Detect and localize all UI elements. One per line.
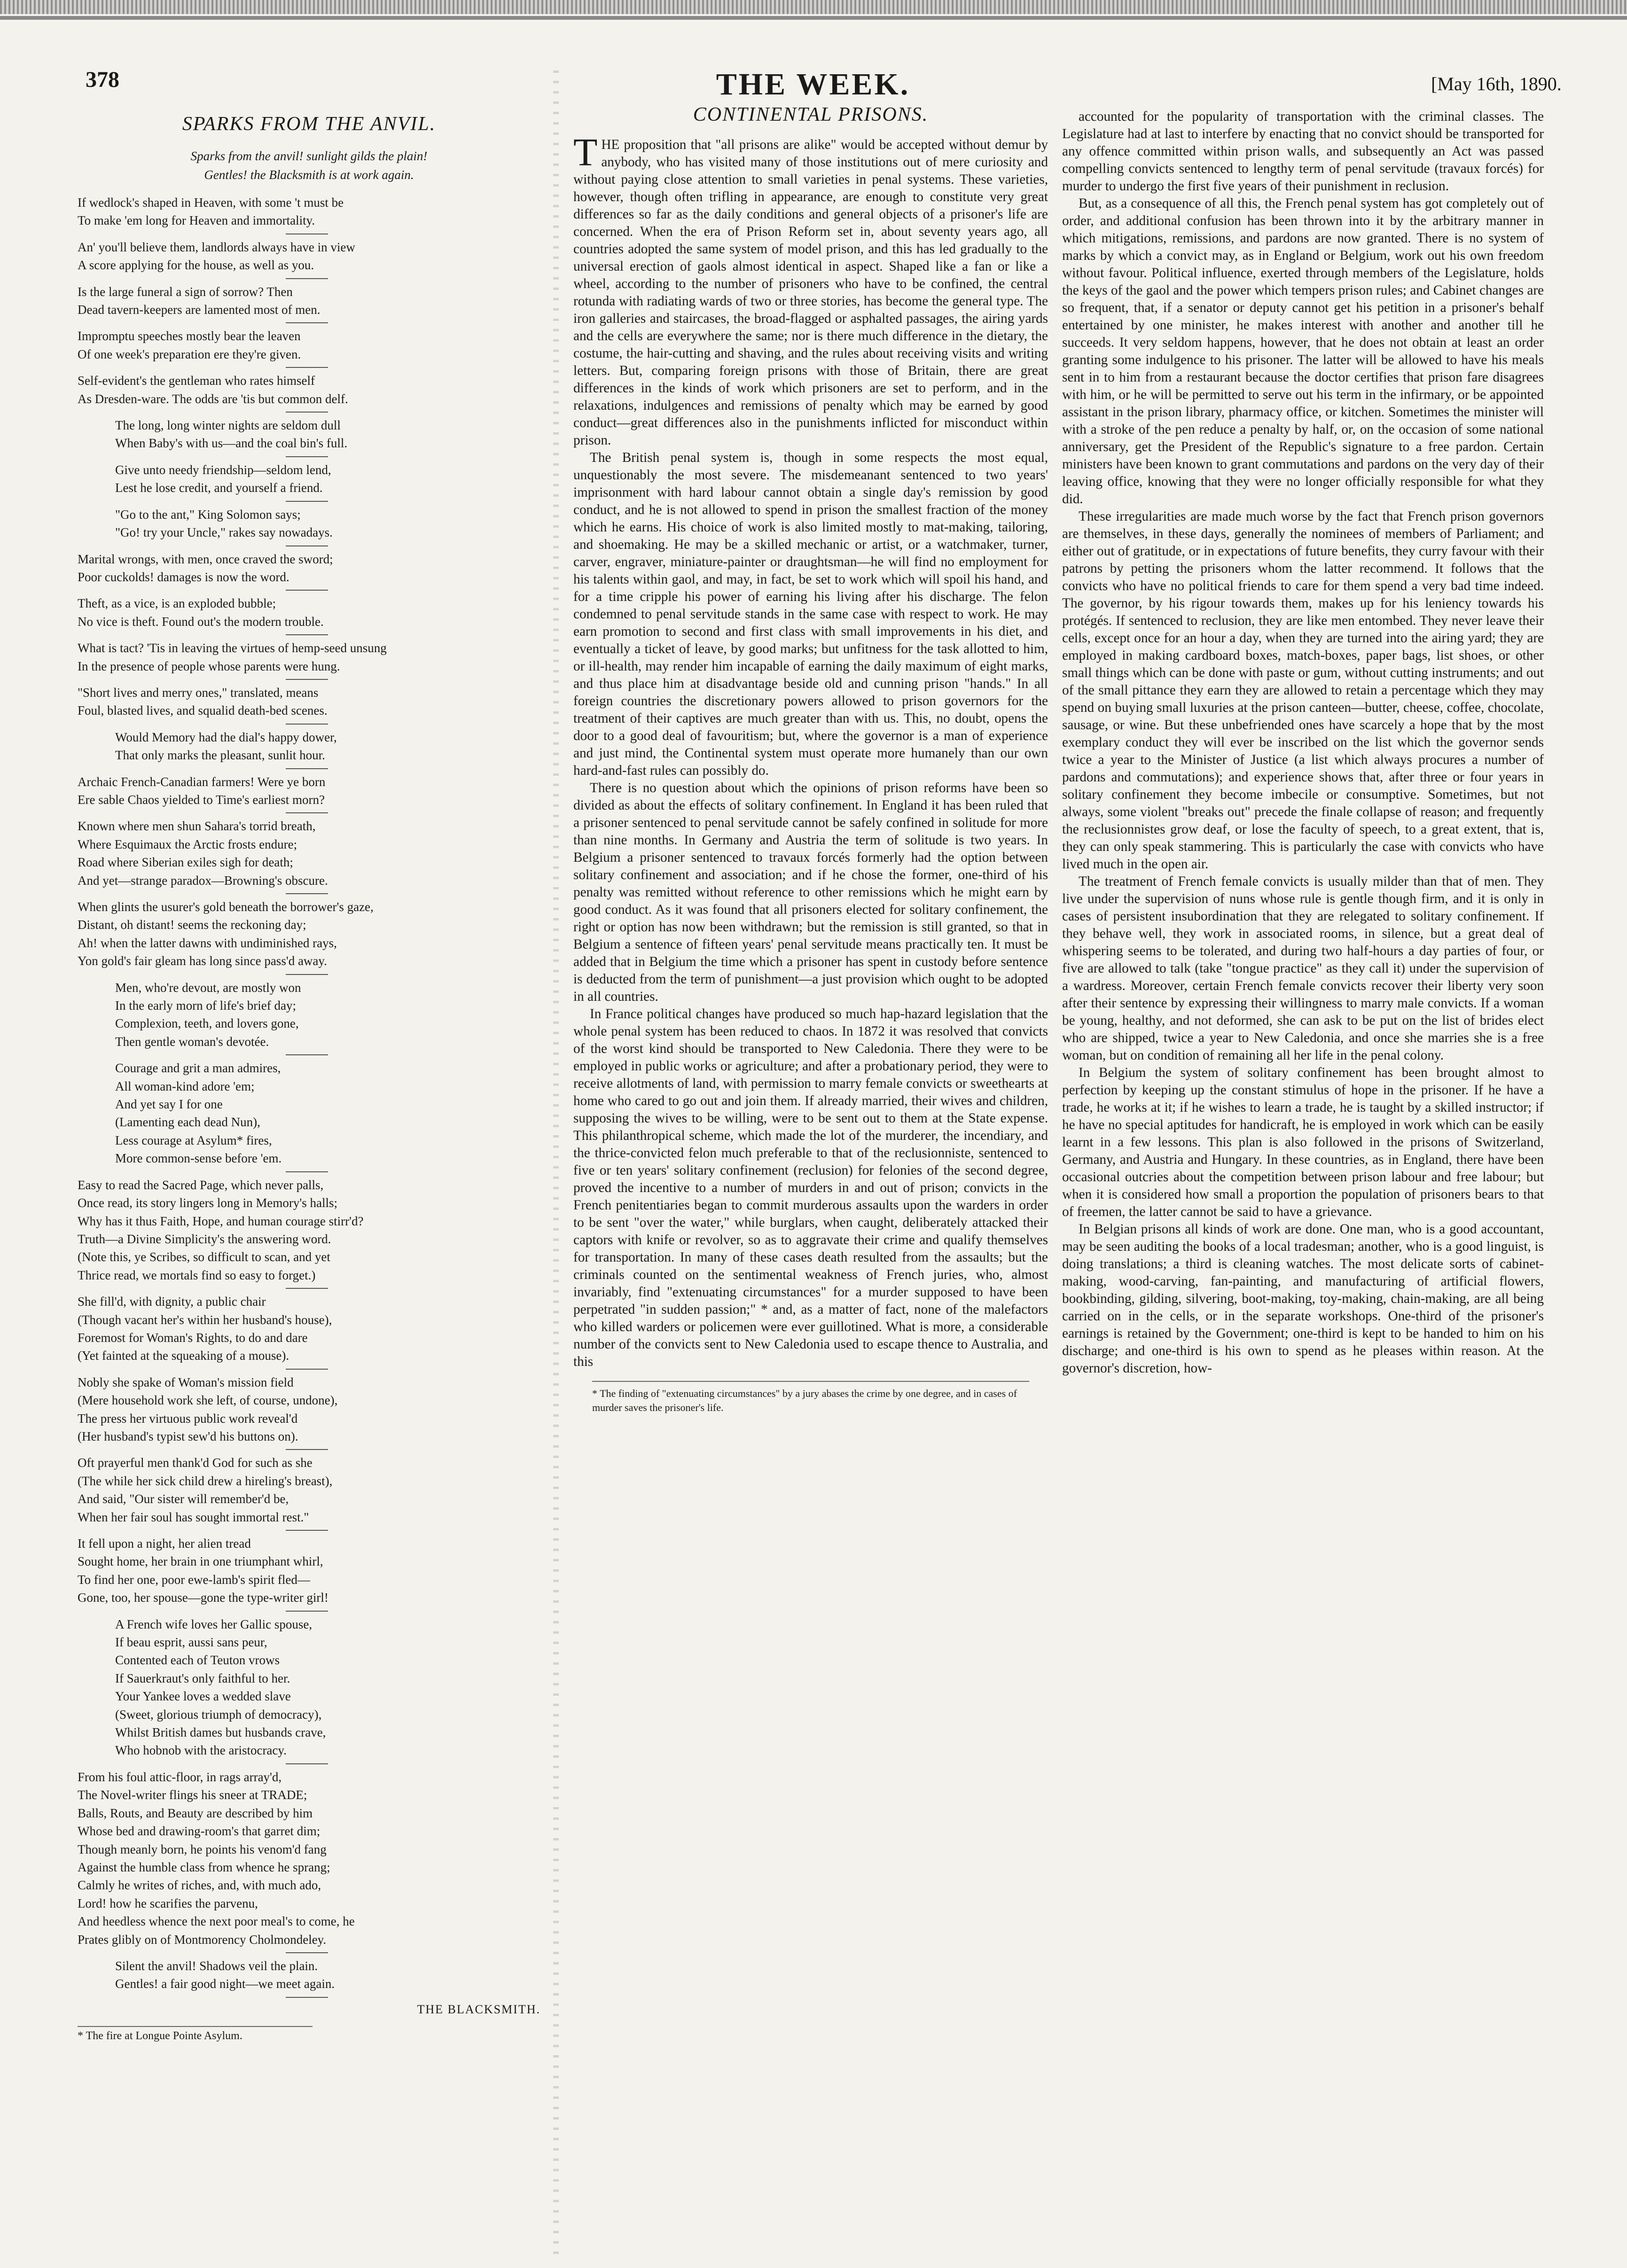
poem-stanza bbox=[78, 728, 540, 769]
article-paragraph: THE proposition that "all prisons are alike" would be accepted without demur by anybody, who has visited many of those institutions out of mere curiosity and without paying close attention to small varieties in penal systems. These varieties, however, though often trifling in appearance, are enough to constitute very great differences so far as the daily conditions and general objects of a prisoner's life are concerned. When the era of Prison Reform set in, about seventy years ago, all countries adopted the same system of model prison, and this has led gradually to the universal erection of gaols almost identical in aspect. Shaped like a fan or like a wheel, according to the number of prisoners who have to be confined, the central rotunda with radiating wards of two or three stories, has become the general type. The iron galleries and staircases, the broad-flagged or asphalted passages, the airing yards and the cells are everywhere the same; nor is there much difference in the dietary, the costume, the hair-cutting and shaving, and the rules about receiving visits and writing letters. But, comparing foreign prisons with those of Britain, there are great differences in the kinds of work which prisoners are set to perform, and in the relaxations, indulgences and remissions of penalty which may be earned by good conduct—great differences also in the punishments inflicted for misconduct within prison. bbox=[573, 131, 1048, 448]
article-paragraph: In Belgium the system of solitary confinement has been brought almost to perfection by keeping up the constant stimulus of hope in the prisoner. If he have a trade, he works at it; if he wishes to learn a trade, he is taught by a skilled instructor; if he have no special aptitudes for handicraft, he is employed in work which can be easily learnt in a few lessons. This plan is also followed in the prisons of Switzerland, Germany, and Austria and Hungary. In these countries, as in England, there have been occasional outcries about the competition between prison labour and free labour; but when it is considered how small a proportion the population of prisoners bears to that of freemen, the latter cannot be said to have a grievance. bbox=[1062, 1065, 1544, 1219]
poem-line: Road where Siberian exiles sigh for death; bbox=[78, 855, 293, 870]
poem-intro bbox=[78, 147, 540, 184]
poem-line: "Short lives and merry ones," translated, means bbox=[78, 685, 319, 700]
article-paragraph: But, as a consequence of all this, the French penal system has got completely out of order, and additional confusion has been thrown into it by the arbitrary manner in which mitigations, remissions, and pardons are now granted. There is no system of marks by which a convict may, as in England or Belgium, work out his own freedom without favour. Political influence, exerted through members of the Legislature, holds the keys of the gaol and the power which tempers prison rules; and Cabinet changes are so frequent, that, if a senator or deputy cannot get his petition in a prisoner's behalf entertained by one minister, he makes interest with another and another till he succeeds. It very seldom happens, however, that he does not obtain at least an order granting some indulgence to his prisoner. The latter will be allowed to have his meals sent in to him from a restaurant because the doctor certifies that prison fare disagrees with him, or he will be permitted to serve out his term in the infirmary, or be appointed assistant in the prison library, pharmacy office, or kitchen. Sometimes the minister will with a stroke of the pen reduce a penalty by half, or, on the occasion of some national anniversary, get the President of the Republic's signature to a free pardon. Certain ministers have been known to grant commutations and pardons on the very day of their leaving office, knowing that they were no longer officially responsible for what they did. bbox=[1062, 196, 1544, 507]
article-paragraph: In Belgian prisons all kinds of work are done. One man, who is a good accountant, may be seen auditing the books of a local tradesman; another, who is a good linguist, is doing translations; a third is cleaning watches. The most delicate sorts of cabinet-making, wood-carving, fan-painting, and manufacturing of artificial flowers, bookbinding, gilding, silvering, boot-making, toy-making, chain-making, are all being carried on in the cells, or in the separate workshops. One-third of the prisoner's earnings is retained by the Government; one-third is kept to be handed to him on his discharge; and one-third is his own to spend as he pleases within reason. At the governor's discretion, how- bbox=[1062, 1222, 1544, 1376]
poem-stanza bbox=[78, 550, 540, 591]
poem-line: Less courage at Asylum* fires, bbox=[115, 1133, 272, 1147]
poem-column bbox=[78, 113, 540, 2255]
poem-line: All woman-kind adore 'em; bbox=[115, 1079, 255, 1093]
poem-stanza bbox=[78, 1535, 540, 1612]
issue-date: [May 16th, 1890. bbox=[1431, 73, 1562, 94]
poem-line: Where Esquimaux the Arctic frosts endure; bbox=[78, 837, 297, 851]
poem-line: When Baby's with us—and the coal bin's full. bbox=[115, 436, 348, 451]
poem-line: More common-sense before 'em. bbox=[115, 1151, 282, 1166]
poem-stanza bbox=[78, 416, 540, 457]
poem-line: "Go to the ant," King Solomon says; bbox=[115, 507, 301, 522]
poem-line: "Go! try your Uncle," rakes say nowadays. bbox=[115, 525, 333, 540]
poem-line: The long, long winter nights are seldom dull bbox=[115, 418, 341, 433]
poem-stanza bbox=[78, 1293, 540, 1370]
poem-line: Marital wrongs, with men, once craved the sword; bbox=[78, 552, 333, 566]
poem-line: The Novel-writer flings his sneer at TRADE; bbox=[78, 1788, 307, 1802]
poem-line: (Her husband's typist sew'd his buttons on). bbox=[78, 1429, 298, 1443]
poem-stanza bbox=[78, 506, 540, 546]
poem-line: From his foul attic-floor, in rags array'd, bbox=[78, 1769, 282, 1784]
poem-line: No vice is theft. Found out's the modern trouble. bbox=[78, 614, 324, 629]
poem-line: (Yet fainted at the squeaking of a mouse). bbox=[78, 1348, 289, 1363]
article-column-1-body bbox=[573, 131, 1048, 1371]
poem-line: (The while her sick child drew a hireling's breast), bbox=[78, 1473, 333, 1488]
poem-line: Archaic French-Canadian farmers! Were ye born bbox=[78, 774, 326, 789]
poem-line: (Though vacant her's within her husband's house), bbox=[78, 1312, 332, 1327]
poem-line: A French wife loves her Gallic spouse, bbox=[115, 1617, 313, 1631]
drop-cap: T bbox=[573, 131, 598, 174]
article-paragraph: The treatment of French female convicts is usually milder than that of men. They live under the supervision of nuns whose rule is gentle though firm, and it is only in cases of persistent insubordination that they are relegated to solitary confinement. If they behave well, they work in associated rooms, in silence, but a great deal of whispering seems to be tolerated, and during two half-hours a day parties of four, or five are allowed to talk (take "tongue practice" as they call it) under the supervision of a wardress. Moreover, certain French female convicts recover their liberty very soon after their sentence by expressing their willingness to marry male convicts. If a woman be young, healthy, and not deformed, she can ask to be put on the list of brides elect who are shipped, twice a year to New Caledonia, and once she marries she is a free woman, but on condition of remaining all her life in the penal colony. bbox=[1062, 874, 1544, 1063]
poem-line: When glints the usurer's gold beneath the borrower's gaze, bbox=[78, 900, 374, 914]
poem-line: Gentles! a fair good night—we meet again. bbox=[115, 1977, 335, 1991]
poem-line: Calmly he writes of riches, and, with much ado, bbox=[78, 1878, 321, 1893]
article-paragraph: The British penal system is, though in some respects the most equal, unquestionably the most severe. The misdemeanant sentenced to two years' imprisonment with hard labour cannot obtain a single day's remission by good conduct, and he is not allowed to spend in prison the smallest fraction of the money which he earns. His choice of work is also limited mostly to mat-making, tailoring, and shoemaking. He may be a skilled mechanic or artist, or a watchmaker, turner, carver, engraver, miniature-painter or draughtsman—he will find no employment for his talents within gaol, and may, in fact, be set to work which will spoil his hand, and for a time cripple his power of earning his living after his discharge. The felon condemned to penal servitude stands in the same case with respect to work. He may earn promotion to second and first class with small improvements in his diet, and eventually a ticket of leave, by good marks; but unfitness for the task allotted to him, or ill-health, may render him incapable of earning the daily maximum of eight marks, and thus place him at disadvantage beside old and cunning prison "hands." In all foreign countries the discretionary powers allowed to prison governors for the treatment of their captives are much greater than with us. This, no doubt, opens the door to a good deal of favouritism; but, where the governor is a man of experience and just mind, the Continental system must operate more humanely than our own hard-and-fast rules can possibly do. bbox=[573, 450, 1048, 778]
masthead: THE WEEK. bbox=[716, 67, 910, 101]
poem-stanza bbox=[78, 1768, 540, 1953]
poem-stanza bbox=[78, 461, 540, 502]
poem-line: (Mere household work she left, of course, undone), bbox=[78, 1393, 338, 1408]
poem-line: Truth—a Divine Simplicity's the answering word. bbox=[78, 1231, 331, 1246]
poem-line: Once read, its story lingers long in Memory's halls; bbox=[78, 1196, 338, 1210]
poem-line: Men, who're devout, are mostly won bbox=[115, 980, 301, 995]
poem-stanza bbox=[78, 1957, 540, 1998]
poem-stanza bbox=[78, 594, 540, 635]
poem-signature: THE BLACKSMITH. bbox=[417, 2002, 540, 2016]
poem-stanza bbox=[78, 773, 540, 814]
poem-stanza bbox=[78, 1059, 540, 1172]
poem-line: Oft prayerful men thank'd God for such as she bbox=[78, 1456, 313, 1470]
article-footnote: * The finding of "extenuating circumstances" by a jury abases the crime by one degree, and in cases of murder saves the prisoner's life. bbox=[592, 1381, 1029, 1415]
poem-stanza bbox=[78, 327, 540, 368]
poem-line: Complexion, teeth, and lovers gone, bbox=[115, 1016, 299, 1031]
poem-line: She fill'd, with dignity, a public chair bbox=[78, 1294, 266, 1309]
poem-line: The press her virtuous public work reveal'd bbox=[78, 1411, 298, 1426]
poem-stanzas bbox=[78, 194, 540, 1998]
article-column-2-body bbox=[1062, 108, 1544, 1377]
poem-stanza bbox=[78, 639, 540, 680]
poem-line: Against the humble class from whence he sprang; bbox=[78, 1860, 330, 1874]
article-column-2 bbox=[1062, 108, 1544, 2255]
poem-line: Lord! how he scarifies the parvenu, bbox=[78, 1896, 258, 1910]
poem-title: SPARKS FROM THE ANVIL. bbox=[182, 113, 436, 135]
poem-line: It fell upon a night, her alien tread bbox=[78, 1536, 251, 1551]
page-top-edge bbox=[0, 0, 1627, 14]
poem-stanza bbox=[78, 194, 540, 234]
poem-intro-line: Sparks from the anvil! sunlight gilds the plain! bbox=[190, 149, 428, 163]
poem-line: If beau esprit, aussi sans peur, bbox=[115, 1635, 267, 1650]
poem-line: Foremost for Woman's Rights, to do and dare bbox=[78, 1330, 308, 1345]
poem-line: Easy to read the Sacred Page, which never palls, bbox=[78, 1177, 324, 1192]
poem-line: Though meanly born, he points his venom'd fang bbox=[78, 1842, 327, 1856]
poem-line: Theft, as a vice, is an exploded bubble; bbox=[78, 596, 276, 611]
poem-stanza bbox=[78, 684, 540, 725]
page-number: 378 bbox=[86, 67, 119, 92]
article-paragraph: accounted for the popularity of transportation with the criminal classes. The Legislature had at last to interfere by enacting that no convict should be transported for any offence committed within prison walls, and subsequently an Act was passed compelling convicts sentenced to lengthy term of penal servitude (travaux forcés) for murder to undergo the first five years of their punishment in reclusion. bbox=[1062, 109, 1544, 194]
poem-line: What is tact? 'Tis in leaving the virtues of hemp-seed unsung bbox=[78, 641, 387, 655]
poem-line: (Note this, ye Scribes, so difficult to scan, and yet bbox=[78, 1250, 330, 1264]
poem-line: Would Memory had the dial's happy dower, bbox=[115, 730, 337, 744]
page-top-rule bbox=[0, 16, 1627, 20]
poem-line: Is the large funeral a sign of sorrow? Then bbox=[78, 284, 293, 299]
poem-line: A score applying for the house, as well as you. bbox=[78, 258, 314, 273]
article-paragraph: In France political changes have produced so much hap-hazard legislation that the whole penal system has been reduced to chaos. In 1872 it was resolved that convicts of the worst kind should be transported to New Caledonia. There they were to be employed in public works or agriculture; and after a probationary period, they were to receive allotments of land, with permission to marry female convicts or sweethearts at home who cared to go out and join them. If already married, their wives and children, supposing the wives to be willing, were to be sent out to them at the State expense. This philanthropical scheme, which made the lot of the murderer, the incendiary, and the thrice-convicted felon much preferable to that of the reclusionniste, sentenced to five or ten years' solitary confinement (reclusion) for felonies of the second degree, proved the incentive to a number of murders in and out of prison; convicts in the French penitentiaries began to commit murderous assaults upon the warders in order to be sent "over the water," while burglars, when caught, deliberately attacked their captors with knife or revolver, so as to aggravate their crime and qualify themselves for transportation. In many of these cases death resulted from the assaults; but the criminals counted on the sentimental weakness of French juries, who, almost invariably, find "extenuating circumstances" for a murder supposed to have been perpetrated "in sudden passion;" * and, as a matter of fact, none of the malefactors who killed warders or policemen were ever guillotined. What is more, a considerable number of the convicts sent to New Caledonia used to escape thence to Australia, and this bbox=[573, 1006, 1048, 1369]
poem-line: (Lamenting each dead Nun), bbox=[115, 1115, 260, 1130]
poem-line: Gone, too, her spouse—gone the type-writer girl! bbox=[78, 1590, 329, 1605]
poem-line: Distant, oh distant! seems the reckoning day; bbox=[78, 918, 306, 932]
poem-line: Lest he lose credit, and yourself a friend. bbox=[115, 481, 323, 495]
poem-line: If Sauerkraut's only faithful to her. bbox=[115, 1671, 290, 1685]
poem-footnote: * The fire at Longue Pointe Asylum. bbox=[78, 2026, 313, 2042]
poem-line: To find her one, poor ewe-lamb's spirit fled— bbox=[78, 1572, 310, 1587]
binding-holes bbox=[553, 70, 559, 2255]
poem-line: Prates glibly on of Montmorency Cholmondeley. bbox=[78, 1932, 327, 1947]
poem-stanza bbox=[78, 238, 540, 279]
poem-line: Poor cuckolds! damages is now the word. bbox=[78, 569, 289, 584]
poem-line: An' you'll believe them, landlords always have in view bbox=[78, 240, 355, 254]
poem-line: Known where men shun Sahara's torrid breath, bbox=[78, 819, 316, 834]
article-paragraph: There is no question about which the opinions of prison reforms have been so divided as about the effects of solitary confinement. In England it has been ruled that a prisoner sentenced to penal servitude cannot be safely confined in solitude for more than nine months. In Germany and Austria the term of solitude is two years. In Belgium a prisoner sentenced to travaux forcés formerly had the option between solitary confinement and association; and if he chose the former, one-third of his penalty was remitted without reference to other remissions which he might earn by good conduct. As it was found that all prisoners elected for solitary confinement, the right or option has now been withdrawn; but the remission is still granted, so that in Belgium a sentence of fifteen years' penal servitude means practically ten. It must be added that in Belgium the time which a prisoner has spent in custody before sentence is deducted from the term of punishment—a just provision which ought to be adopted in all countries. bbox=[573, 780, 1048, 1004]
poem-line: In the early morn of life's brief day; bbox=[115, 998, 296, 1013]
poem-line: Thrice read, we mortals find so easy to forget.) bbox=[78, 1268, 316, 1282]
poem-stanza bbox=[78, 898, 540, 975]
poem-line: If wedlock's shaped in Heaven, with some 't must be bbox=[78, 195, 344, 210]
poem-stanza bbox=[78, 817, 540, 894]
poem-intro-line: Gentles! the Blacksmith is at work again. bbox=[204, 168, 414, 182]
poem-line: Whose bed and drawing-room's that garret dim; bbox=[78, 1824, 321, 1839]
poem-line: That only marks the pleasant, sunlit hour. bbox=[115, 748, 325, 763]
article-column-1 bbox=[573, 103, 1048, 2255]
poem-stanza bbox=[78, 1373, 540, 1450]
poem-line: Ah! when the latter dawns with undiminished rays, bbox=[78, 935, 337, 950]
poem-line: Dead tavern-keepers are lamented most of men. bbox=[78, 303, 321, 317]
poem-line: Of one week's preparation ere they're given. bbox=[78, 347, 301, 361]
poem-line: And said, "Our sister will remember'd be, bbox=[78, 1492, 289, 1506]
poem-line: Sought home, her brain in one triumphant whirl, bbox=[78, 1554, 323, 1569]
poem-line: Courage and grit a man admires, bbox=[115, 1061, 281, 1076]
poem-line: Then gentle woman's devotée. bbox=[115, 1034, 269, 1049]
poem-line: And heedless whence the next poor meal's to come, he bbox=[78, 1914, 355, 1929]
poem-line: And yet say I for one bbox=[115, 1097, 223, 1112]
poem-line: Silent the anvil! Shadows veil the plain. bbox=[115, 1958, 318, 1973]
poem-line: And yet—strange paradox—Browning's obscure. bbox=[78, 873, 328, 888]
poem-line: Give unto needy friendship—seldom lend, bbox=[115, 462, 331, 477]
poem-line: Impromptu speeches mostly bear the leaven bbox=[78, 329, 301, 343]
poem-line: Who hobnob with the aristocracy. bbox=[115, 1743, 287, 1758]
article-title: CONTINENTAL PRISONS. bbox=[693, 104, 929, 125]
poem-line: Balls, Routs, and Beauty are described by him bbox=[78, 1806, 313, 1820]
poem-stanza bbox=[78, 1176, 540, 1289]
article-paragraph: These irregularities are made much worse by the fact that French prison governors are themselves, in these days, generally the nominees of members of Parliament; and either out of gratitude, or in expectations of future benefits, they curry favour with their patrons by petting the prisoners whom the latter recommend. It follows that the convicts who have no political friends to care for them spend a very bad time indeed. The governor, by his rigour towards them, makes up for his leniency towards his protégés. If sentenced to reclusion, they are like men entombed. They never leave their cells, except once for an hour a day, when they are turned into the airing yard; they are employed in making cardboard boxes, match-boxes, paper bags, list shoes, or other small things which can be done with paste or gum, without cutting instruments; and out of the small pittance they earn they are allowed to retain a percentage which they may spend on buying small luxuries at the prison canteen—butter, cheese, coffee, chocolate, sausage, or wine. But these unbefriended ones have scarcely a hope that by the most exemplary conduct they will ever be inscribed on the list which the governor sends twice a year to the Minister of Justice (a list which always procures a number of pardons and commutations); and experience shows that, after three or four years in solitary confinement they become imbecile or consumptive. Sometimes, but not always, some violent "breaks out" precede the finale collapse of reason; and frequently the reclusionnistes grow deaf, or lose the faculty of speech, to a great extent, that is, they can only speak stammering. This is particularly the case with convicts who have lived much in the open air. bbox=[1062, 509, 1544, 872]
poem-stanza bbox=[78, 1454, 540, 1531]
poem-line: As Dresden-ware. The odds are 'tis but common delf. bbox=[78, 391, 348, 406]
poem-line: Foul, blasted lives, and squalid death-bed scenes. bbox=[78, 703, 328, 718]
poem-stanza bbox=[78, 372, 540, 413]
poem-line: Your Yankee loves a wedded slave bbox=[115, 1689, 291, 1704]
poem-line: Yon gold's fair gleam has long since pass'd away. bbox=[78, 954, 327, 968]
poem-stanza bbox=[78, 283, 540, 324]
poem-stanza bbox=[78, 1615, 540, 1764]
poem-line: When her fair soul has sought immortal rest." bbox=[78, 1510, 309, 1524]
poem-line: Why has it thus Faith, Hope, and human courage stirr'd? bbox=[78, 1214, 364, 1228]
poem-line: (Sweet, glorious triumph of democracy), bbox=[115, 1707, 322, 1722]
poem-line: Contented each of Teuton vrows bbox=[115, 1653, 280, 1668]
poem-line: Nobly she spake of Woman's mission field bbox=[78, 1375, 294, 1389]
poem-stanza bbox=[78, 979, 540, 1056]
poem-line: Whilst British dames but husbands crave, bbox=[115, 1725, 326, 1740]
poem-line: Ere sable Chaos yielded to Time's earliest morn? bbox=[78, 792, 325, 807]
poem-line: In the presence of people whose parents were hung. bbox=[78, 659, 340, 673]
poem-line: To make 'em long for Heaven and immortality. bbox=[78, 213, 315, 228]
poem-line: Self-evident's the gentleman who rates himself bbox=[78, 374, 315, 388]
